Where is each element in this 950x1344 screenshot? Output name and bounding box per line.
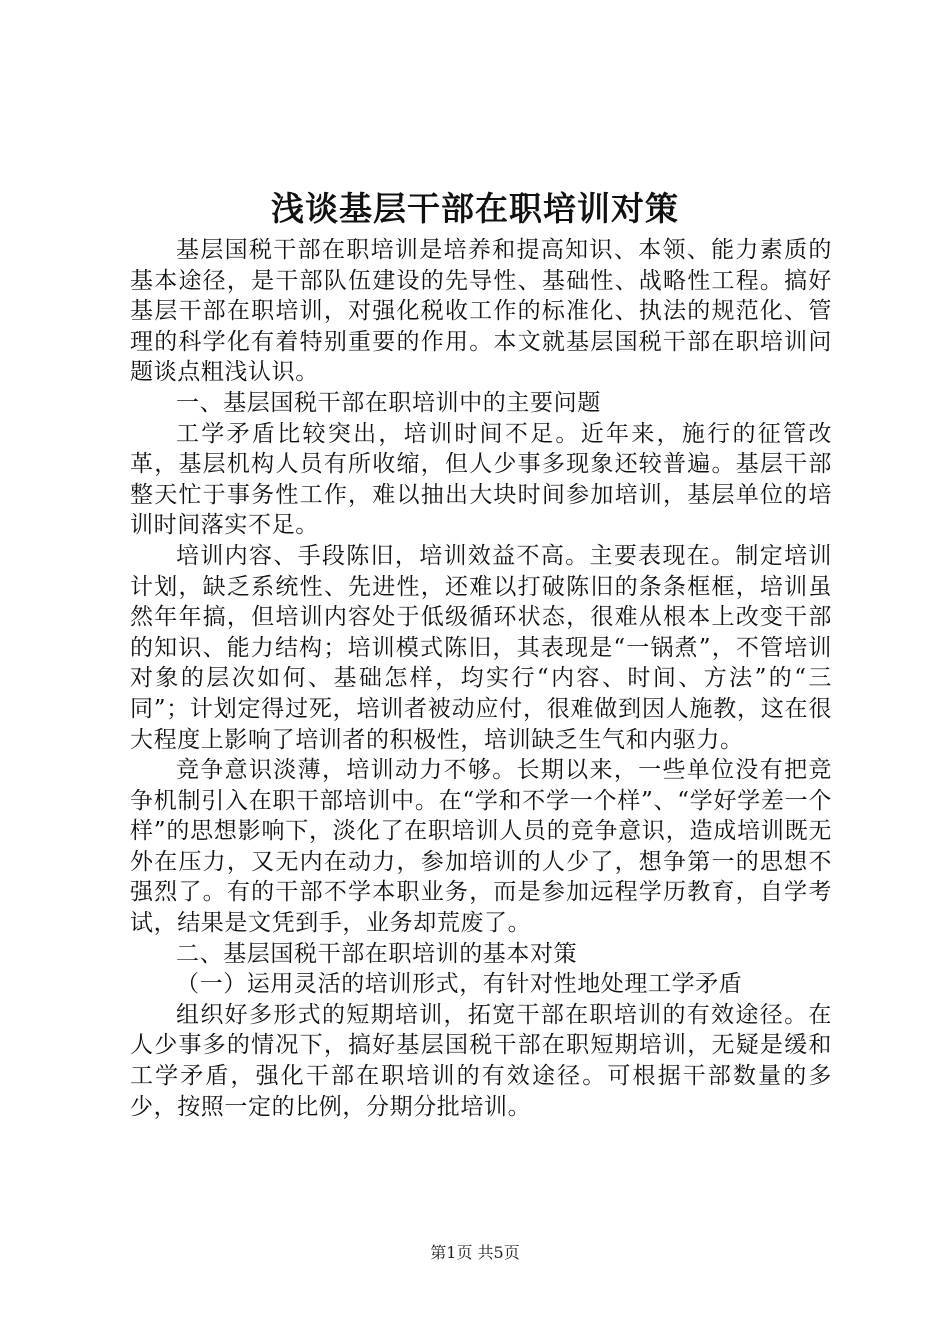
paragraph-intro: 基层国税干部在职培训是培养和提高知识、本领、能力素质的基本途径，是干部队伍建设的先导性、基础性、战略性工程。搞好基层干部在职培训，对强化税收工作的标准化、执法的规范化、管理的科学化有着特别重要的作用。本文就基层国税干部在职培训问题谈点粗浅认识。 (130, 237, 832, 386)
section-heading-2: 二、基层国税干部在职培训的基本对策 (176, 940, 578, 967)
page-number-footer: 第1页 共5页 (430, 1243, 520, 1262)
document-title: 浅谈基层干部在职培训对策 (271, 189, 679, 228)
section-heading-1: 一、基层国税干部在职培训中的主要问题 (176, 389, 601, 416)
paragraph-problem-3: 竞争意识淡薄，培训动力不够。长期以来，一些单位没有把竞争机制引入在职干部培训中。在“学和不学一个样”、“学好学差一个样”的思想影响下，淡化了在职培训人员的竞争意识，造成培训既无外在压力，又无内在动力，参加培训的人少了，想争第一的思想不强烈了。有的干部不学本职业务，而是参加远程学历教育，自学考试，结果是文凭到手，业务却荒废了。 (130, 757, 832, 937)
paragraph-problem-1: 工学矛盾比较突出，培训时间不足。近年来，施行的征管改革，基层机构人员有所收缩，但人少事多现象还较普遍。基层干部整天忙于事务性工作，难以抽出大块时间参加培训，基层单位的培训时间落实不足。 (130, 420, 832, 539)
paragraph-measure-1: 组织好多形式的短期培训，拓宽干部在职培训的有效途径。在人少事多的情况下，搞好基层国税干部在职短期培训，无疑是缓和工学矛盾，强化干部在职培训的有效途径。可根据干部数量的多少，按照一定的比例，分期分批培训。 (130, 1001, 832, 1120)
paragraph-problem-2: 培训内容、手段陈旧，培训效益不高。主要表现在。制定培训计划，缺乏系统性、先进性，还难以打破陈旧的条条框框，培训虽然年年搞，但培训内容处于低级循环状态，很难从根本上改变干部的知识、能力结构；培训模式陈旧，其表现是“一锅煮”，不管培训对象的层次如何、基础怎样，均实行“内容、时间、方法”的“三同”；计划定得过死，培训者被动应付，很难做到因人施教，这在很大程度上影响了培训者的积极性，培训缺乏生气和内驱力。 (130, 542, 832, 753)
subsection-heading-1: （一）运用灵活的培训形式，有针对性地处理工学矛盾 (176, 971, 743, 998)
document-body (130, 235, 832, 1122)
